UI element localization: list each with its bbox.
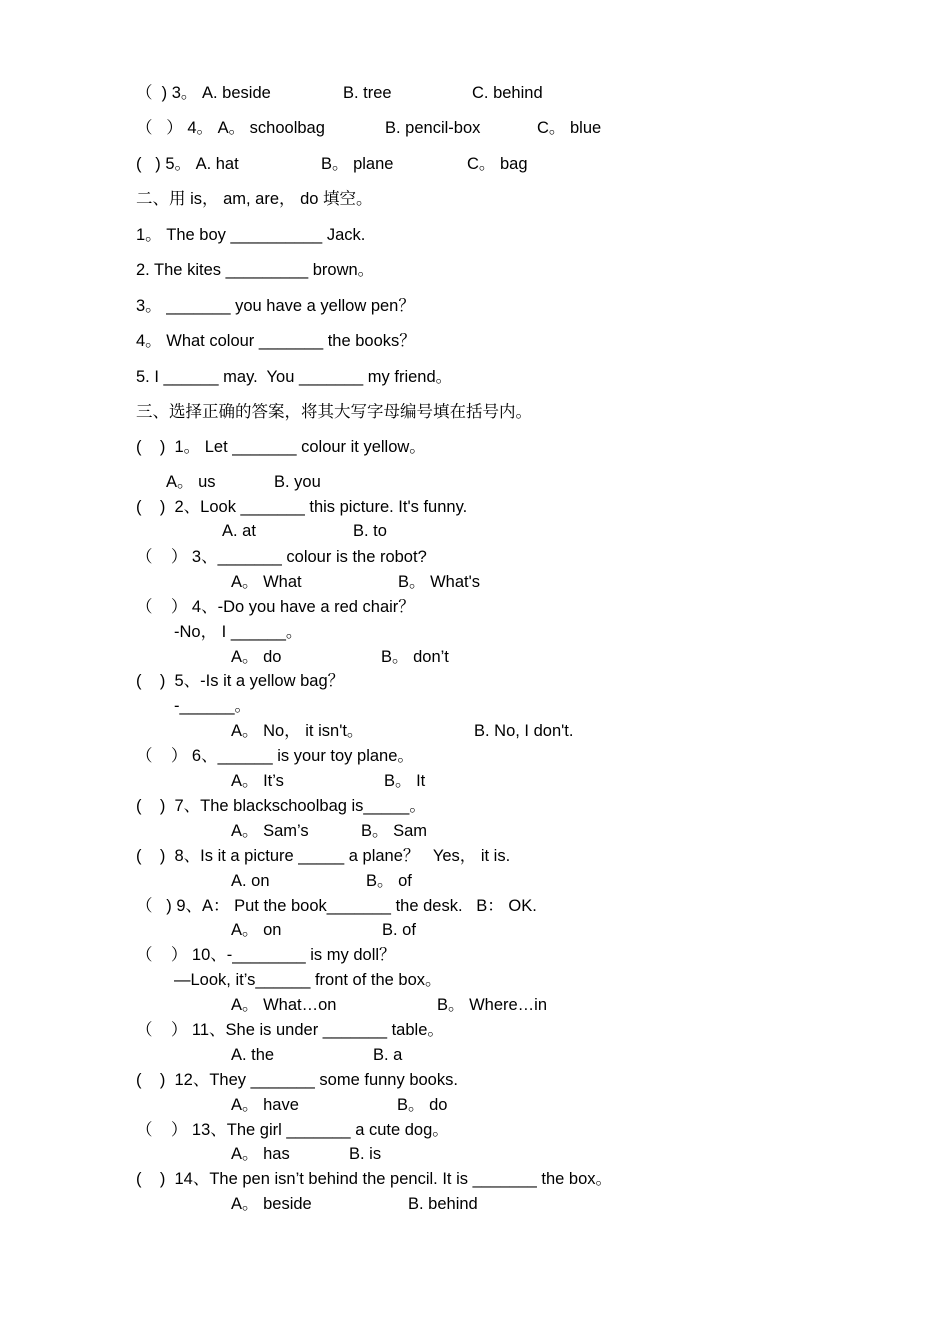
question-line: A。 us	[166, 473, 216, 491]
answer-option: B。 of	[366, 872, 412, 890]
answer-option: B。 Where…in	[437, 996, 548, 1014]
answer-option: C. behind	[472, 84, 543, 102]
question-line: ( ) 7、The blackschoolbag is_____。	[136, 797, 426, 815]
question-line: -No， I ______。	[174, 623, 303, 641]
answer-option: B。 It	[384, 772, 426, 790]
question-line: ( ) 14、The pen isn’t behind the pencil. It is _______ the box。	[136, 1170, 613, 1188]
question-line: -______。	[174, 697, 252, 715]
question-line: A。 What	[231, 573, 302, 591]
question-line: （ ） 4。 A。 schoolbag	[136, 119, 325, 137]
question-line: （ ） 13、The girl _______ a cute dog。	[136, 1121, 449, 1139]
answer-option: B。 Sam	[361, 822, 428, 840]
answer-option: B。 What's	[398, 573, 481, 591]
answer-option: B. behind	[408, 1195, 478, 1213]
question-line: （ ） 10、-________ is my doll？	[136, 946, 396, 964]
question-line: A。 have	[231, 1096, 299, 1114]
question-line: A。 What…on	[231, 996, 337, 1014]
question-line: 三、选择正确的答案，将其大写字母编号填在括号内。	[136, 403, 532, 421]
answer-option: B. you	[274, 473, 321, 491]
answer-option: B。 don’t	[381, 648, 449, 666]
question-line: —Look, it’s______ front of the box。	[174, 971, 442, 989]
question-line: A。 beside	[231, 1195, 312, 1213]
question-line: 二、用 is， am, are， do 填空。	[136, 190, 373, 208]
answer-option: C。 blue	[537, 119, 602, 137]
question-line: （ ) 3。 A. beside	[136, 84, 271, 102]
question-line: 5. I ______ may. You _______ my friend。	[136, 368, 453, 386]
answer-option: B。 plane	[321, 155, 394, 173]
question-line: （ ） 6、______ is your toy plane。	[136, 747, 414, 765]
question-line: ( ) 5。 A. hat	[136, 155, 239, 173]
answer-option: B. is	[349, 1145, 382, 1163]
question-line: A。 Sam’s	[231, 822, 309, 840]
question-line: A. the	[231, 1046, 275, 1064]
question-line: （ ） 11、She is under _______ table。	[136, 1021, 444, 1039]
question-line: A. at	[222, 522, 256, 540]
question-line: ( ) 8、Is it a picture _____ a plane？ Yes， it is.	[136, 847, 511, 865]
question-line: ( ) 1。 Let _______ colour it yellow。	[136, 438, 426, 456]
question-line: A。 It’s	[231, 772, 284, 790]
question-line: （ ） 4、-Do you have a red chair？	[136, 598, 415, 616]
question-line: 4。 What colour _______ the books？	[136, 332, 416, 350]
answer-option: B. No, I don't.	[474, 722, 574, 740]
question-line: （ ） 3、_______ colour is the robot?	[136, 548, 427, 566]
question-line: 1。 The boy __________ Jack.	[136, 226, 366, 244]
answer-option: B. of	[382, 921, 416, 939]
answer-option: C。 bag	[467, 155, 528, 173]
answer-option: B. to	[353, 522, 387, 540]
question-line: （ ) 9、A： Put the book_______ the desk. B： OK.	[136, 897, 537, 915]
question-line: ( ) 12、They _______ some funny books.	[136, 1071, 458, 1089]
question-line: A。 has	[231, 1145, 290, 1163]
question-line: 2. The kites _________ brown。	[136, 261, 375, 279]
answer-option: B. pencil-box	[385, 119, 481, 137]
question-line: ( ) 5、-Is it a yellow bag？	[136, 672, 345, 690]
answer-option: B. a	[373, 1046, 403, 1064]
question-line: 3。 _______ you have a yellow pen？	[136, 297, 415, 315]
answer-option: B。 do	[397, 1096, 448, 1114]
question-line: A。 No， it isn't。	[231, 722, 364, 740]
question-line: A。 on	[231, 921, 282, 939]
question-line: A。 do	[231, 648, 282, 666]
answer-option: B. tree	[343, 84, 392, 102]
question-line: ( ) 2、Look _______ this picture. It's funny.	[136, 498, 468, 516]
question-line: A. on	[231, 872, 270, 890]
